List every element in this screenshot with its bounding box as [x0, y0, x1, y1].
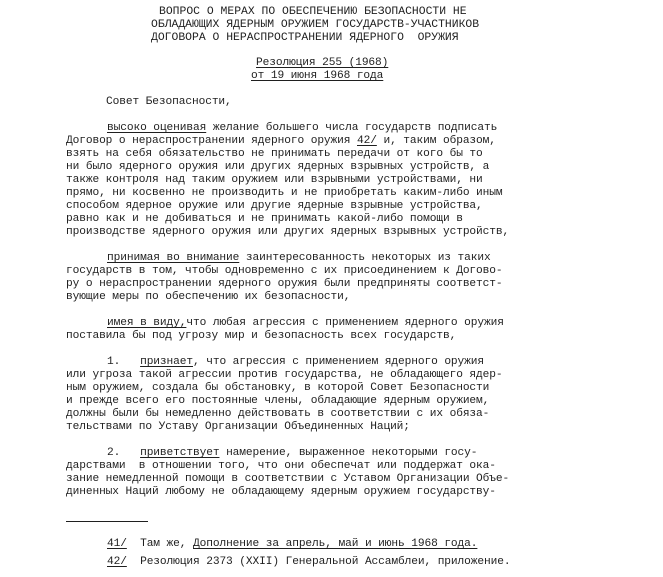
title-line-1: ВОПРОС О МЕРАХ ПО ОБЕСПЕЧЕНИЮ БЕЗОПАСНОСТИ НЕ	[159, 6, 467, 18]
p3-line-2: поставила бы под угрозу мир и безопасность всех государств,	[66, 330, 457, 342]
p4-line-5: должны были бы немедленно действовать в соответствии с их обяза-	[66, 408, 490, 420]
p1-line-8: равно как и не добиваться и не принимать какой-либо помощи в	[66, 213, 463, 225]
p2-line-4: вующие меры по обеспечению их безопасности,	[66, 291, 351, 303]
p3-lead: имея в виду,	[107, 317, 187, 329]
p5-line-3: зание немедленной помощи в соответствии с Уставом Организации Объе-	[66, 473, 510, 485]
p5-line-2: дарствами в отношении того, что они обеспечат или поддержат ока-	[66, 460, 496, 472]
p1-line-7: способом ядерное оружие или другие ядерные взрывные устройства,	[66, 200, 483, 212]
title-line-2: ОБЛАДАЮЩИХ ЯДЕРНЫМ ОРУЖИЕМ ГОСУДАРСТВ-УЧАСТНИКОВ	[151, 19, 480, 31]
resolution-number: Резолюция 255 (1968)	[256, 57, 389, 69]
addressee: Совет Безопасности,	[106, 96, 232, 108]
p1-line-9: производстве ядерного оружия или других ядерных взрывных устройств,	[66, 226, 510, 238]
footnote-41: 41/ Там же, Дополнение за апрель, май и июнь 1968 года.	[107, 538, 478, 550]
p5-line-4: диненных Наций любому не обладающему ядерным оружием государству-	[66, 486, 496, 498]
p3-line-1: имея в виду,что любая агрессия с применением ядерного оружия	[107, 317, 504, 329]
p2-line-3: ру о нераспространении ядерного оружия были предприняты соответст-	[66, 278, 503, 290]
operative-number-2: 2.	[107, 447, 121, 459]
p2-line-2: государств в том, чтобы одновременно с их присоединением к Догово-	[66, 265, 503, 277]
p4-line-6: тельствами по Уставу Организации Объединенных Наций;	[66, 421, 410, 433]
p1-line-5: также контроля над таким оружием или взрывными устройствами, ни	[66, 174, 483, 186]
p2-line-1: принимая во внимание заинтересованность некоторых из таких	[107, 252, 491, 264]
p4-line-4: и прежде всего его постоянные члены, обладающие ядерным оружием,	[66, 395, 490, 407]
p4-lead: признает	[140, 356, 193, 368]
footnote-42-text: Резолюция 2373 (XXII) Генеральной Ассамблеи, приложение.	[140, 556, 511, 568]
title-line-3: ДОГОВОРА О НЕРАСПРОСТРАНЕНИИ ЯДЕРНОГО ОРУЖИЯ	[151, 32, 459, 44]
footnote-separator	[66, 521, 148, 522]
footnote-ref-42: 42/	[357, 135, 377, 147]
p4-line-3: ным оружием, создала бы обстановку, в которой Совет Безопасности	[66, 382, 490, 394]
p1-line-3: взять на себя обязательство не принимать передачи от кого бы то	[66, 148, 483, 160]
p1-lead: высоко оценивая	[107, 122, 207, 134]
resolution-date: от 19 июня 1968 года	[251, 70, 384, 82]
operative-number-1: 1.	[107, 356, 121, 368]
p1-line-6: прямо, ни косвенно не производить и не приобретать каким-либо иным	[66, 187, 503, 199]
p1-line-2: Договор о нераспространении ядерного оружия 42/ и, таким образом,	[66, 135, 496, 147]
p4-line-2: или угроза такой агрессии против государства, не обладающего ядер-	[66, 369, 503, 381]
footnote-42	[107, 556, 510, 569]
p5-line-1: 2. приветствует намерение, выраженное некоторыми госу-	[107, 447, 478, 459]
p1-line-1: высоко оценивая желание большего числа государств подписать	[107, 122, 498, 134]
p1-line-4: ни было ядерного оружия или других ядерных взрывных устройств, а	[66, 161, 490, 173]
footnote-mark-41: 41/	[107, 538, 127, 550]
p5-lead: приветствует	[140, 447, 220, 459]
footnote-mark-42: 42/	[107, 556, 127, 568]
p2-lead: принимая во внимание	[107, 252, 240, 264]
p4-line-1: 1. признает, что агрессия с применением ядерного оружия	[107, 356, 484, 368]
footnote-41-source: Дополнение за апрель, май и июнь 1968 года.	[193, 538, 478, 550]
